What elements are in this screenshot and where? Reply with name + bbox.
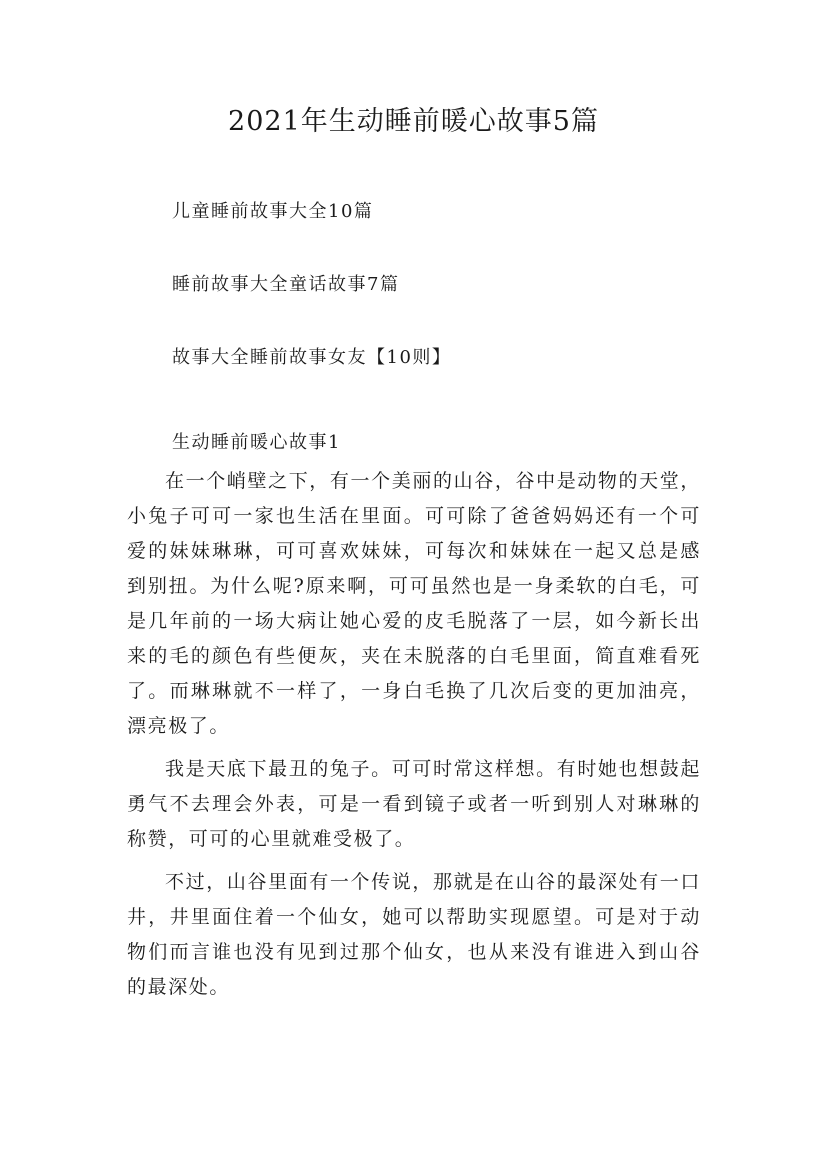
related-link-item[interactable]: 儿童睡前故事大全10篇 (172, 201, 374, 222)
story-paragraph: 我是天底下最丑的兔子。可可时常这样想。有时她也想鼓起勇气不去理会外表，可是一看到镜子或者一听到别人对琳琳的称赞，可可的心里就难受极了。 (127, 758, 701, 850)
story-paragraph: 在一个峭壁之下，有一个美丽的山谷，谷中是动物的天堂，小兔子可可一家也生活在里面。可可除了爸爸妈妈还有一个可爱的妹妹琳琳，可可喜欢妹妹，可每次和妹妹在一起又总是感到别扭。为什么呢?原来啊，可可虽然也是一身柔软的白毛，可是几年前的一场大病让她心爱的皮毛脱落了一层，如今新长出来的毛的颜色有些便灰，夹在未脱落的白毛里面，简直难看死了。而琳琳就不一样了，一身白毛换了几次后变的更加油亮，漂亮极了。 (127, 470, 701, 737)
related-link-item[interactable]: 故事大全睡前故事女友【10则】 (172, 347, 452, 368)
story-body (127, 464, 701, 1013)
related-links (172, 195, 732, 375)
document-title: 2021年生动睡前暖心故事5篇 (228, 106, 599, 137)
related-link-item[interactable]: 睡前故事大全童话故事7篇 (172, 274, 400, 295)
story-paragraph: 不过，山谷里面有一个传说，那就是在山谷的最深处有一口井，井里面住着一个仙女，她可以帮助实现愿望。可是对于动物们而言谁也没有见到过那个仙女，也从来没有谁进入到山谷的最深处。 (127, 871, 701, 998)
story-heading: 生动睡前暖心故事1 (172, 432, 341, 453)
